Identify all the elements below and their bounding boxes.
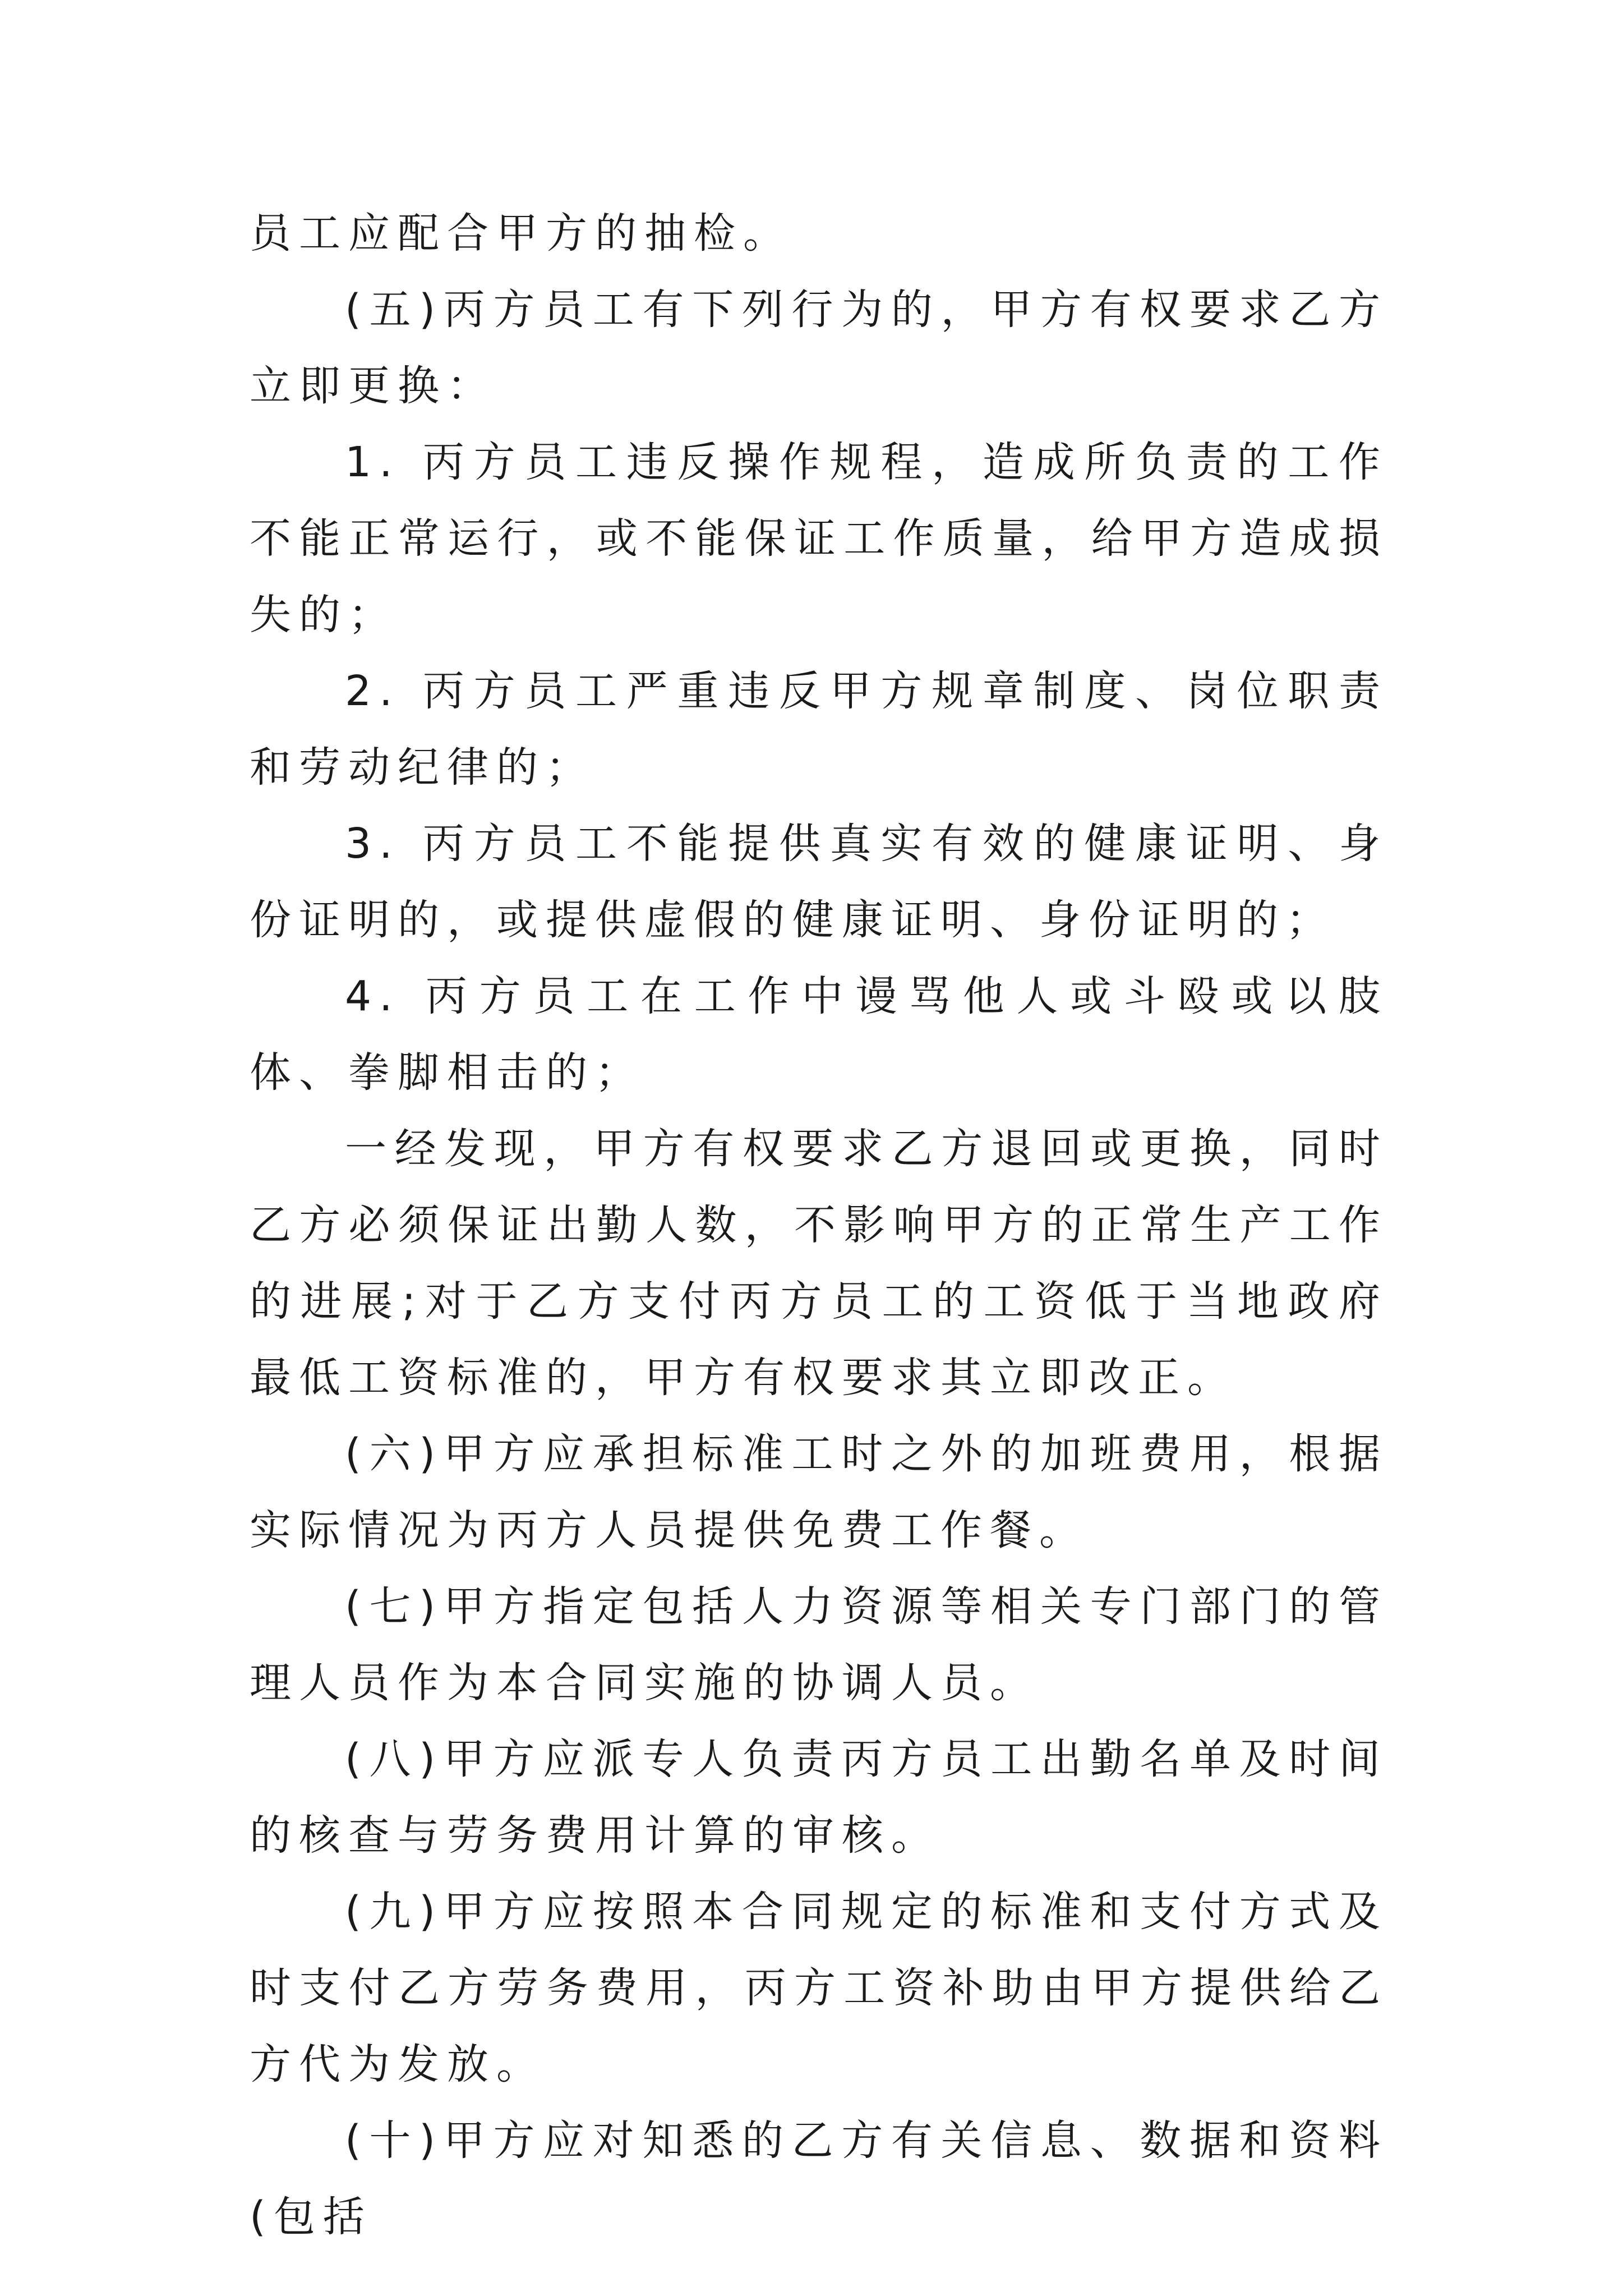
paragraph-subitem-3: 3. 丙方员工不能提供真实有效的健康证明、身份证明的，或提供虚假的健康证明、身份证明的；: [250, 820, 1388, 944]
paragraph-continuation: 员工应配合甲方的抽检。: [250, 209, 792, 257]
paragraph-item-5: (五)丙方员工有下列行为的，甲方有权要求乙方立即更换：: [250, 286, 1388, 410]
paragraph-item-6: (六)甲方应承担标准工时之外的加班费用，根据实际情况为丙方人员提供免费工作餐。: [250, 1430, 1388, 1554]
document-body: [250, 195, 1388, 2255]
paragraph-item-10: (十)甲方应对知悉的乙方有关信息、数据和资料(包括: [250, 2116, 1388, 2241]
paragraph-subitem-1: 1. 丙方员工违反操作规程，造成所负责的工作不能正常运行，或不能保证工作质量，给甲方造成损失的；: [250, 438, 1388, 639]
paragraph-item-8: (八)甲方应派专人负责丙方员工出勤名单及时间的核查与劳务费用计算的审核。: [250, 1735, 1388, 1860]
paragraph-item-7: (七)甲方指定包括人力资源等相关专门部门的管理人员作为本合同实施的协调人员。: [250, 1582, 1388, 1707]
paragraph-consequence: 一经发现，甲方有权要求乙方退回或更换，同时乙方必须保证出勤人数，不影响甲方的正常生产工作的进展;对于乙方支付丙方员工的工资低于当地政府最低工资标准的，甲方有权要求其立即改正。: [250, 1125, 1388, 1402]
paragraph-subitem-4: 4. 丙方员工在工作中谩骂他人或斗殴或以肢体、拳脚相击的；: [250, 972, 1388, 1097]
paragraph-item-9: (九)甲方应按照本合同规定的标准和支付方式及时支付乙方劳务费用，丙方工资补助由甲方提供给乙方代为发放。: [250, 1888, 1388, 2088]
paragraph-subitem-2: 2. 丙方员工严重违反甲方规章制度、岗位职责和劳动纪律的；: [250, 667, 1388, 792]
